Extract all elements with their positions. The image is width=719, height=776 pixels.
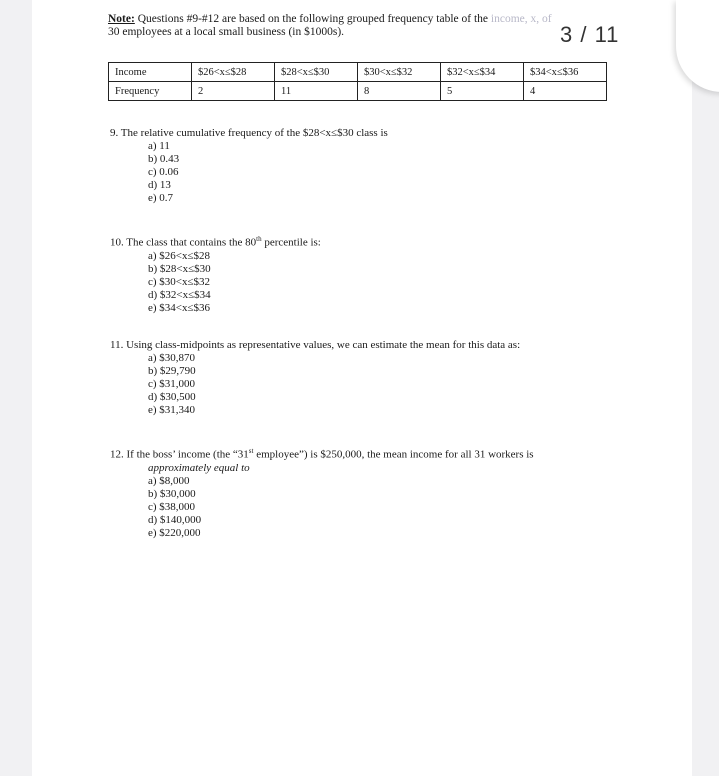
answer-option: e) $31,340 — [148, 404, 196, 416]
question-stem — [110, 445, 534, 462]
table-class-cell: $30<x≤$32 — [358, 63, 441, 82]
stem-text: 12. If the boss’ income (the “31 — [110, 448, 249, 461]
table-row-income — [109, 63, 607, 82]
answer-option: b) $30,000 — [148, 487, 196, 500]
answer-option: d) 13 — [148, 179, 171, 191]
stem-text: percentile is: — [261, 236, 321, 249]
answer-option: e) 0.7 — [148, 192, 174, 204]
answer-option: a) $26<x≤$28 — [148, 249, 211, 262]
table-frequency-cell: 8 — [358, 82, 441, 101]
table-frequency-cell: 2 — [192, 82, 275, 101]
question-11 — [110, 339, 520, 417]
note-paragraph — [108, 13, 628, 39]
table-row-frequency — [109, 82, 607, 101]
answer-option: b) $29,790 — [148, 365, 196, 377]
answer-option: a) 11 — [148, 140, 170, 152]
answer-option: d) $32<x≤$34 — [148, 288, 211, 301]
table-header-frequency: Frequency — [109, 82, 192, 101]
stem-text: employee”) is $250,000, the mean income for all 31 workers is — [253, 448, 534, 461]
question-stem — [110, 233, 321, 250]
table-header-income: Income — [109, 63, 192, 82]
answer-option: b) 0.43 — [148, 153, 180, 165]
question-stem: 11. Using class-midpoints as representative values, we can estimate the mean for this data as: — [110, 339, 521, 351]
stem-superscript: th — [256, 235, 262, 243]
question-9 — [110, 127, 388, 205]
table-frequency-cell: 5 — [441, 82, 524, 101]
answer-option: c) 0.06 — [148, 166, 179, 178]
answer-option: c) $38,000 — [148, 500, 196, 513]
floating-action-button[interactable] — [676, 0, 719, 92]
table-class-cell: $32<x≤$34 — [441, 63, 524, 82]
note-text-line1: Questions #9-#12 are based on the following grouped frequency table of the — [134, 13, 491, 25]
page-counter: 3 / 11 — [560, 22, 620, 47]
answer-option: d) $140,000 — [148, 513, 202, 526]
stem-superscript: st — [248, 447, 254, 455]
note-text-line2: 30 employees at a local small business (in $1000s). — [108, 26, 345, 38]
note-faded-text: income, x, of — [490, 13, 552, 25]
answer-option: b) $28<x≤$30 — [148, 262, 211, 275]
answer-option: a) $8,000 — [148, 474, 190, 487]
frequency-table — [108, 62, 607, 101]
table-class-cell: $28<x≤$30 — [275, 63, 358, 82]
question-stem-line2 — [148, 462, 534, 475]
question-12 — [110, 445, 534, 540]
question-stem: 9. The relative cumulative frequency of the $28<x≤$30 class is — [110, 127, 388, 139]
table-frequency-cell: 4 — [524, 82, 607, 101]
answer-option: a) $30,870 — [148, 352, 196, 364]
answer-option: c) $30<x≤$32 — [148, 275, 211, 288]
note-label: Note: — [108, 13, 135, 25]
table-class-cell: $34<x≤$36 — [524, 63, 607, 82]
answer-option: e) $220,000 — [148, 526, 201, 539]
stem-text: equal to — [211, 461, 250, 474]
emphasized-word: approximately — [148, 461, 212, 474]
question-10 — [110, 233, 321, 315]
table-class-cell: $26<x≤$28 — [192, 63, 275, 82]
answer-option: c) $31,000 — [148, 378, 196, 390]
answer-option: d) $30,500 — [148, 391, 196, 403]
stem-text: 10. The class that contains the 80 — [110, 236, 257, 249]
table-frequency-cell: 11 — [275, 82, 358, 101]
answer-option: e) $34<x≤$36 — [148, 301, 211, 314]
